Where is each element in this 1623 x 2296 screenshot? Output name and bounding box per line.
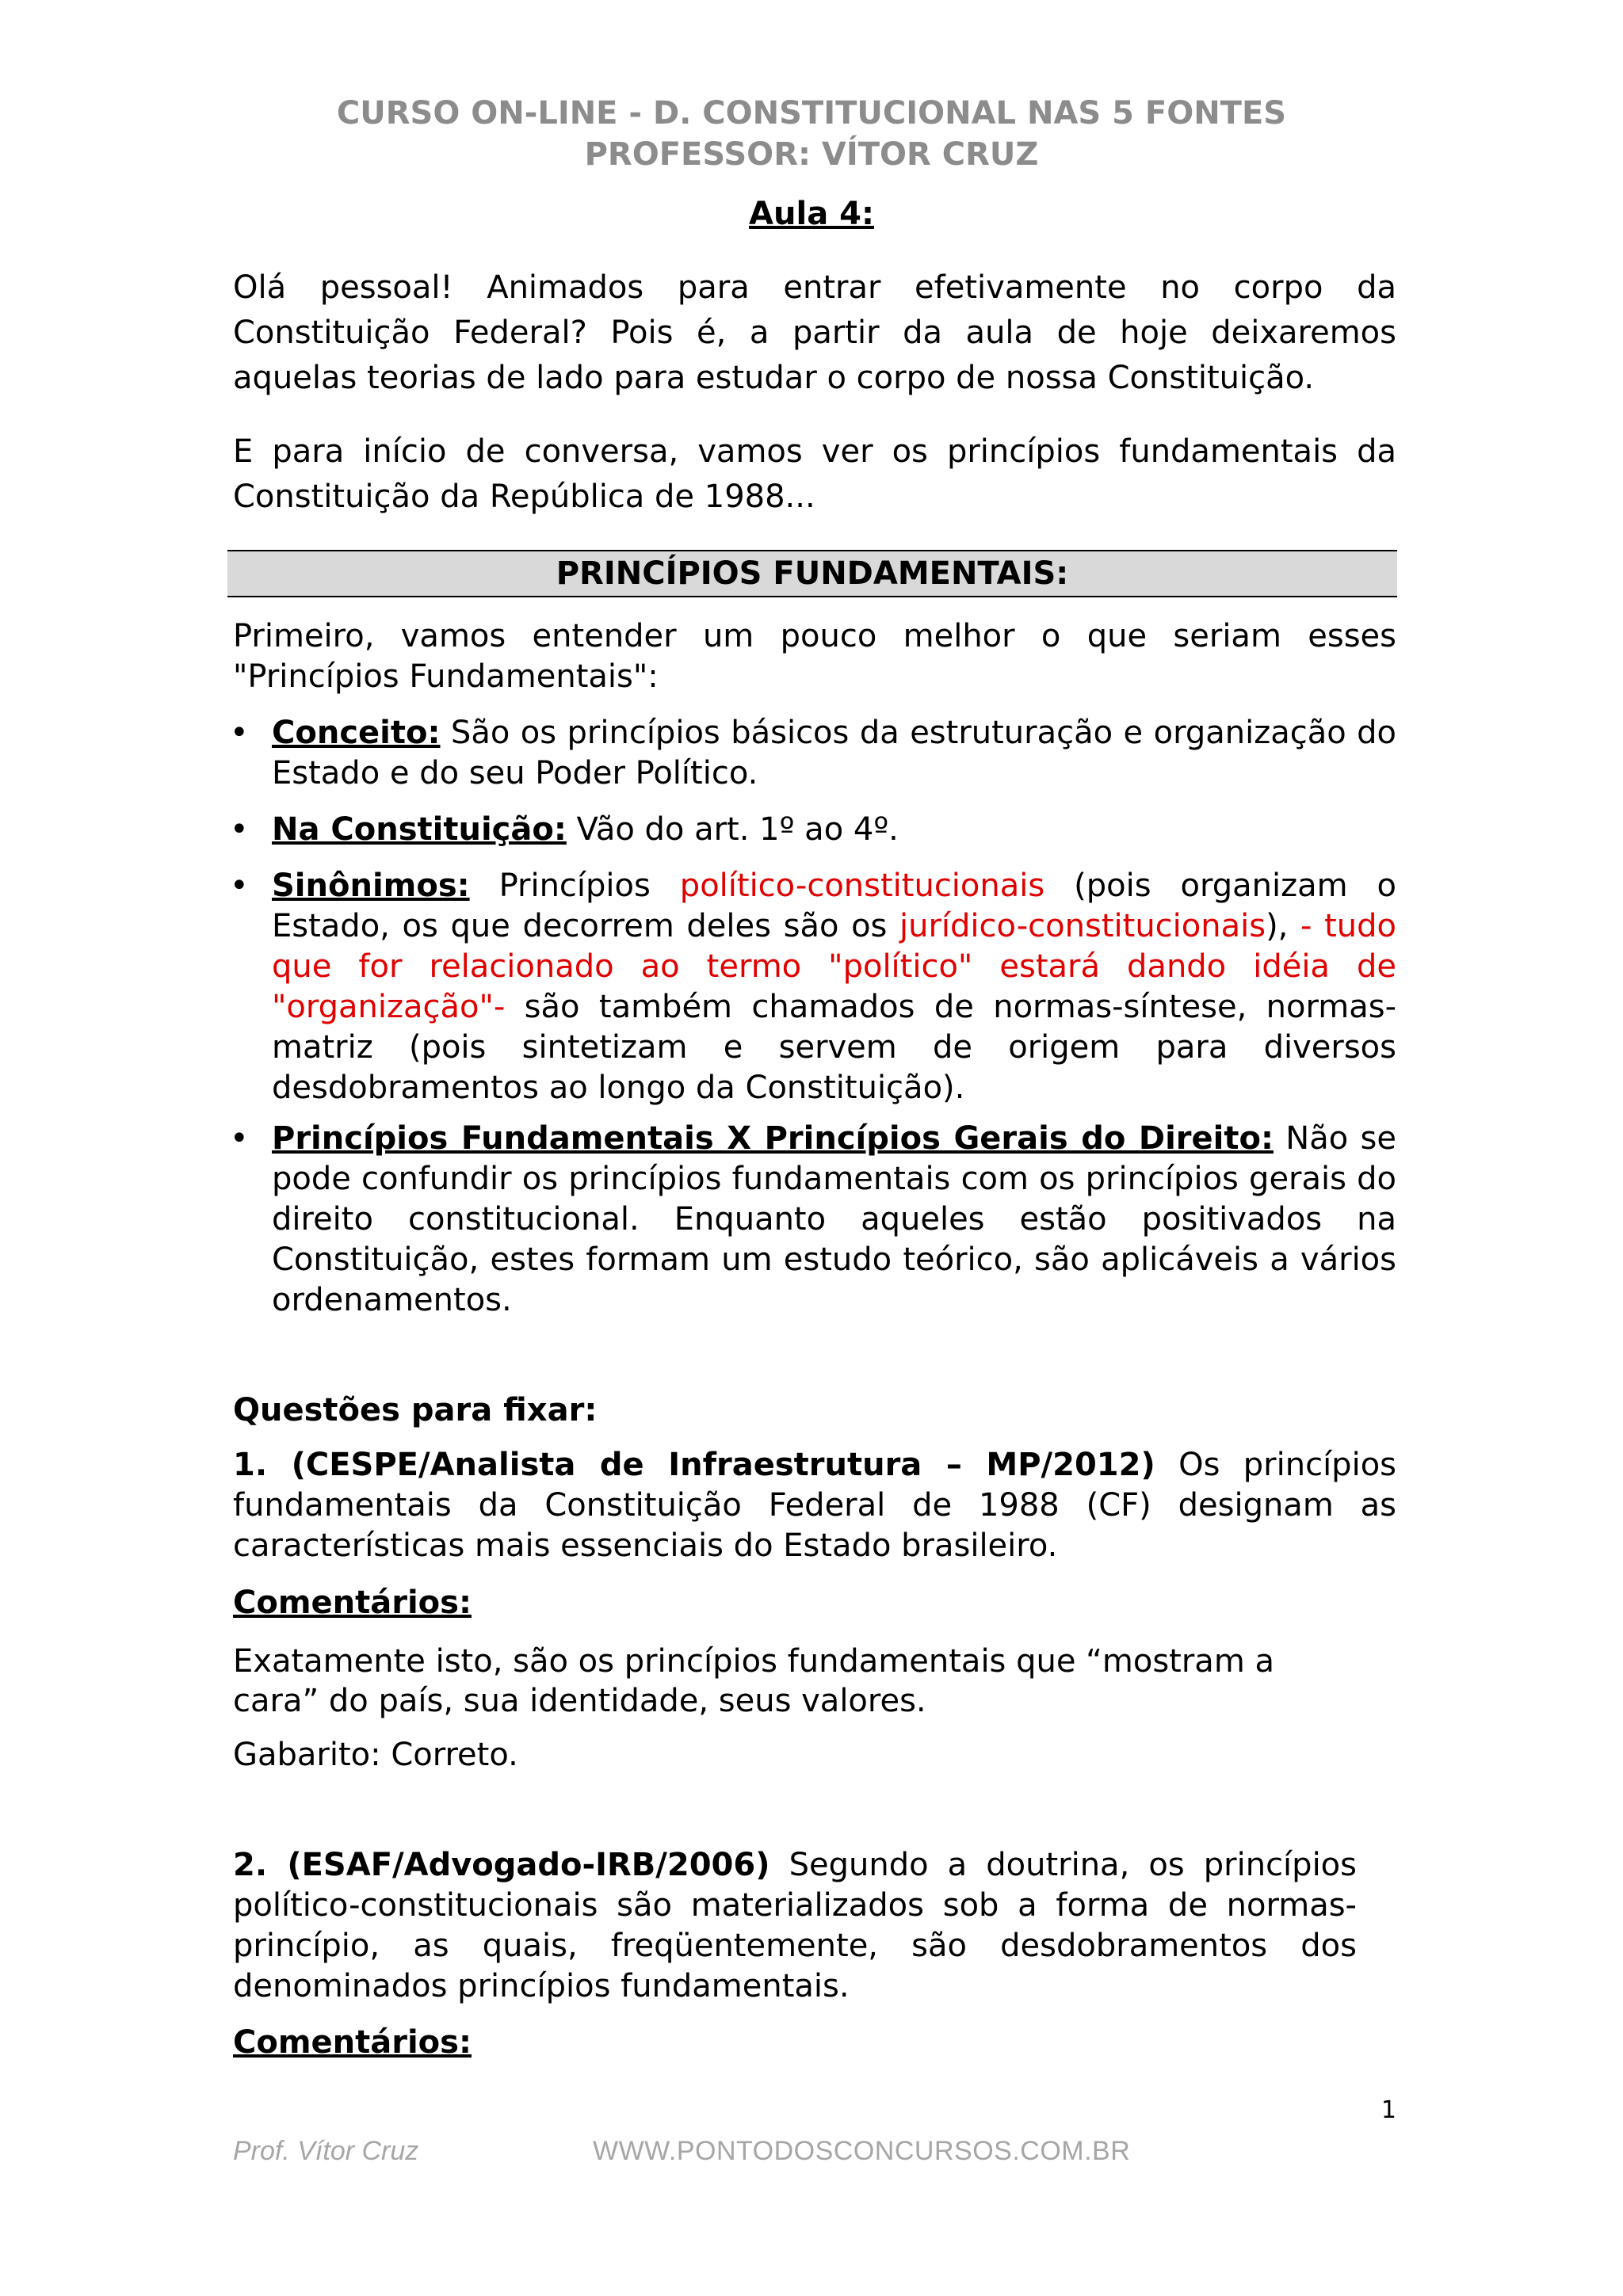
intro-p1-line1: Olá pessoal! Animados para entrar efetivamente no corpo da (233, 269, 1396, 306)
bullet-text: (pois organizam o Estado, os que decorrem deles são os (272, 868, 1397, 944)
intro-p2-line2: Constituição da República de 1988... (233, 479, 815, 515)
comment-1-line2: cara” do país, sua identidade, seus valores. (233, 1683, 926, 1719)
professor-header-line2: PROFESSOR: VÍTOR CRUZ (584, 136, 1039, 173)
bullet-text: ), (1266, 908, 1301, 944)
section-intro: Primeiro, vamos entender um pouco melhor o que seriam esses "Princípios Fundamentais": (233, 618, 1396, 695)
bullet-principios-x-gerais (272, 1119, 1396, 1321)
footer-author: Prof. Vítor Cruz (233, 2136, 419, 2166)
section-heading: PRINCÍPIOS FUNDAMENTAIS: (556, 555, 1069, 592)
bullet-dot: • (230, 1120, 249, 1157)
lesson-title: Aula 4: (749, 196, 874, 232)
bullet-term: Sinônimos: (272, 868, 470, 904)
bullet-term: Na Constituição: (272, 811, 567, 848)
bullet-text: São os princípios básicos da estruturação e organização do Estado e do seu Poder Político. (272, 715, 1396, 791)
bullet-text: Vão do art. 1º ao 4º. (566, 811, 899, 848)
bullet-sinonimos (272, 866, 1396, 1108)
comment-1-line1: Exatamente isto, são os princípios fundamentais que “mostram a (233, 1643, 1275, 1680)
bullet-dot: • (230, 868, 249, 904)
section-heading-band (227, 550, 1397, 597)
bullet-text: Não se pode confundir os princípios fundamentais com os princípios gerais do direito constitucional. Enquanto aqueles estão positivados na Constituição, estes formam um estudo teórico, são aplicáveis a vários ordenamentos. (272, 1120, 1396, 1318)
course-header-line1: CURSO ON-LINE - D. CONSTITUCIONAL NAS 5 FONTES (336, 95, 1287, 132)
question-label: 1. (CESPE/Analista de Infraestrutura – MP/2012) (233, 1447, 1155, 1483)
question-text: Segundo a doutrina, os princípios político-constitucionais são materializados sob a forma de normas-princípio, as quais, freqüentemente, são desdobramentos dos denominados princípios fundamentais. (233, 1847, 1357, 2004)
intro-p1-line2: Constituição Federal? Pois é, a partir da aula de hoje deixaremos (233, 315, 1396, 351)
bullet-na-constituicao (272, 810, 1396, 850)
question-label: 2. (ESAF/Advogado-IRB/2006) (233, 1847, 770, 1883)
question-2 (233, 1845, 1357, 2007)
footer-site-link[interactable]: WWW.PONTODOSCONCURSOS.COM.BR (593, 2136, 1131, 2166)
bullet-conceito (272, 713, 1396, 794)
bullet-dot: • (230, 811, 249, 848)
highlight-text: jurídico-constitucionais (899, 908, 1266, 944)
comentarios-heading-1: Comentários: (233, 1585, 472, 1621)
question-text: Os princípios fundamentais da Constituição Federal de 1988 (CF) designam as características mais essenciais do Estado brasileiro. (233, 1447, 1397, 1564)
bullet-dot: • (230, 715, 249, 751)
bullet-term: Princípios Fundamentais X Princípios Gerais do Direito: (272, 1120, 1274, 1157)
bullet-text: Princípios (469, 868, 680, 904)
intro-p1-line3: aquelas teorias de lado para estudar o corpo de nossa Constituição. (233, 360, 1315, 396)
questions-heading: Questões para fixar: (233, 1392, 598, 1428)
question-1 (233, 1445, 1396, 1566)
gabarito-1: Gabarito: Correto. (233, 1737, 518, 1773)
page-number: 1 (1381, 2096, 1396, 2124)
bullet-term: Conceito: (272, 715, 441, 751)
bullet-text: são também chamados de normas-síntese, normas-matriz (pois sintetizam e servem de origem para diversos desdobramentos ao longo da Constituição). (272, 989, 1396, 1106)
highlight-text: - tudo que for relacionado ao termo "político" estará dando idéia de "organização"- (272, 908, 1396, 1025)
comentarios-heading-2: Comentários: (233, 2024, 472, 2061)
intro-p2-line1: E para início de conversa, vamos ver os princípios fundamentais da (233, 433, 1396, 470)
highlight-text: político-constitucionais (679, 868, 1045, 904)
